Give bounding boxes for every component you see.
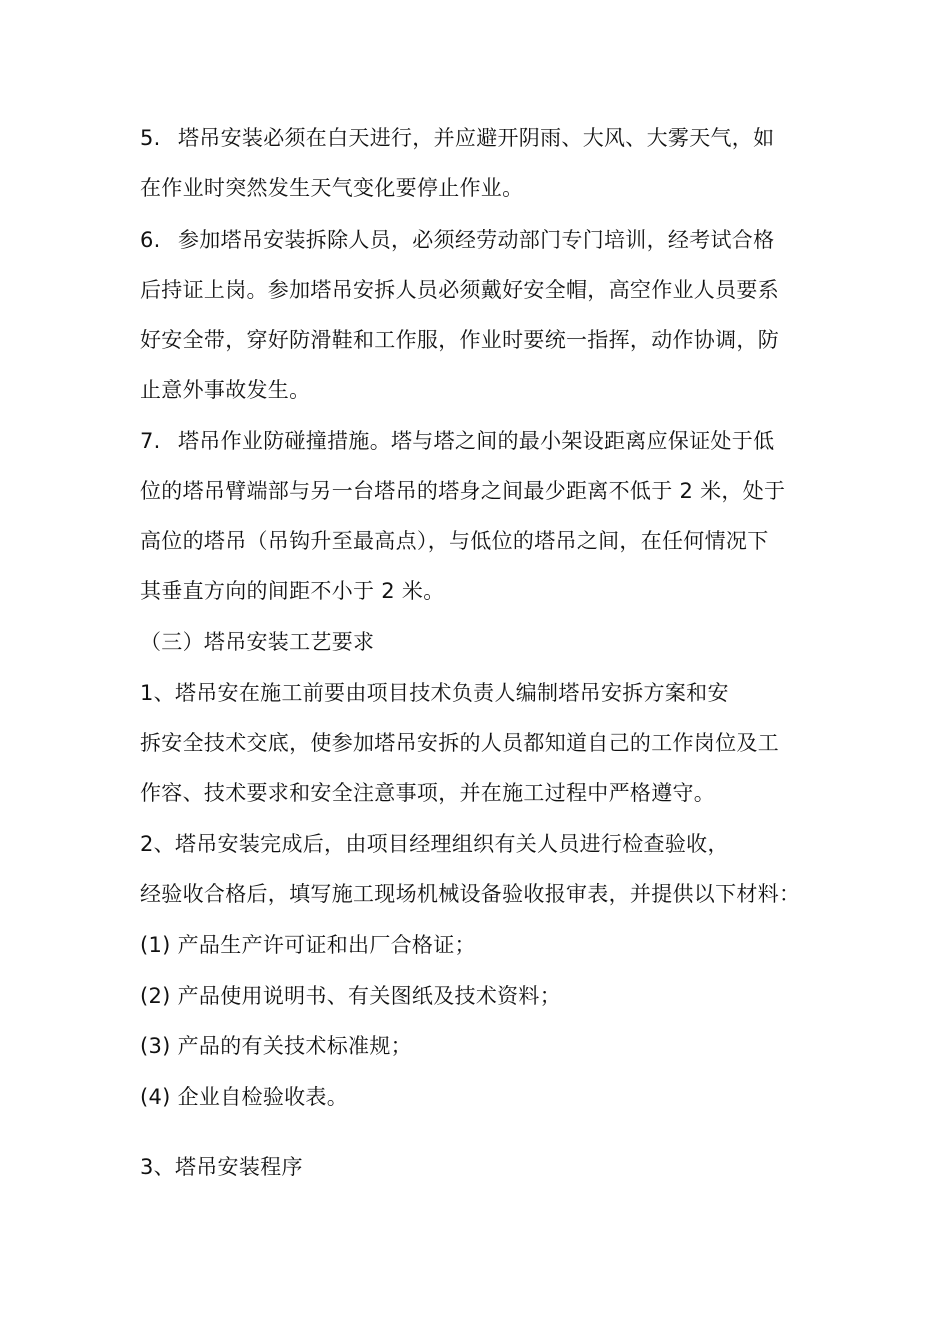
- material-item-3: (3) 产品的有关技术标准规；: [140, 1034, 412, 1058]
- item5-line2: 在作业时突然发生天气变化要停止作业。: [140, 176, 524, 200]
- item6-number: 6.: [140, 228, 161, 252]
- item7-text: 塔吊作业防碰撞措施。塔与塔之间的最小架设距离应保证处于低: [178, 429, 775, 453]
- req1-line2: 拆安全技术交底，使参加塔吊安拆的人员都知道自己的工作岗位及工: [140, 731, 779, 755]
- section3-heading: （三）塔吊安装工艺要求: [140, 630, 375, 654]
- item6-text: 参加塔吊安装拆除人员，必须经劳动部门专门培训，经考试合格: [178, 228, 775, 252]
- material-item-2: (2) 产品使用说明书、有关图纸及技术资料；: [140, 984, 562, 1008]
- req2-line2: 经验收合格后，填写施工现场机械设备验收报审表，并提供以下材料：: [140, 882, 801, 906]
- item7-number: 7.: [140, 429, 161, 453]
- item6-line3: 好安全带，穿好防滑鞋和工作服，作业时要统一指挥，动作协调，防: [140, 328, 779, 352]
- item5-line1: [140, 124, 774, 152]
- item7-line3: 高位的塔吊（吊钩升至最高点），与低位的塔吊之间，在任何情况下: [140, 529, 769, 553]
- req2-line1: 2、塔吊安装完成后，由项目经理组织有关人员进行检查验收，: [140, 832, 729, 856]
- item5-text: 塔吊安装必须在白天进行，并应避开阴雨、大风、大雾天气，如: [178, 126, 775, 150]
- req1-line3: 作容、技术要求和安全注意事项，并在施工过程中严格遵守。: [140, 781, 716, 805]
- item5-number: 5.: [140, 126, 161, 150]
- req1-line1: 1、塔吊安在施工前要由项目技术负责人编制塔吊安拆方案和安: [140, 681, 729, 705]
- item7-line2: 位的塔吊臂端部与另一台塔吊的塔身之间最少距离不低于 2 米，处于: [140, 479, 786, 503]
- material-item-4: (4) 企业自检验收表。: [140, 1085, 349, 1109]
- item6-line1: [140, 226, 774, 254]
- item7-line1: [140, 427, 774, 455]
- req3-heading: 3、塔吊安装程序: [140, 1155, 303, 1179]
- item7-line4: 其垂直方向的间距不小于 2 米。: [140, 579, 445, 603]
- item6-line2: 后持证上岗。参加塔吊安拆人员必须戴好安全帽，高空作业人员要系: [140, 278, 779, 302]
- material-item-1: (1) 产品生产许可证和出厂合格证；: [140, 933, 476, 957]
- item6-line4: 止意外事故发生。: [140, 378, 311, 402]
